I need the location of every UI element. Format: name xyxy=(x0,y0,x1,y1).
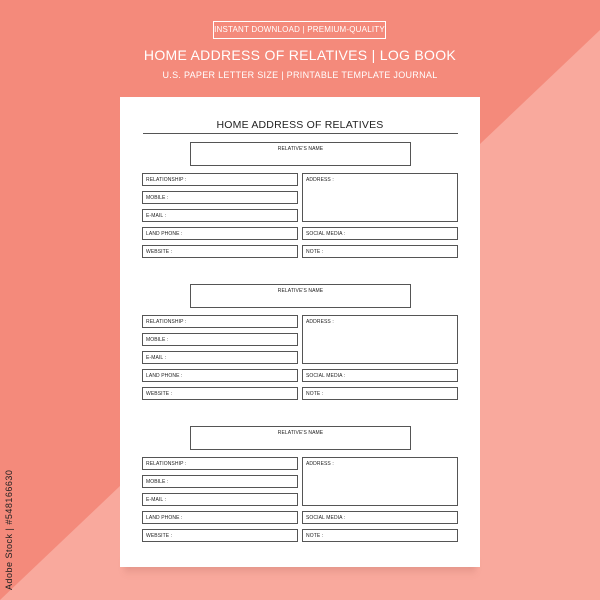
land-phone-label: LAND PHONE : xyxy=(146,373,183,379)
page-title: HOME ADDRESS OF RELATIVES xyxy=(216,119,384,131)
social-media-field[interactable] xyxy=(302,511,458,524)
mobile-label: MOBILE : xyxy=(146,195,169,201)
note-field[interactable] xyxy=(302,387,458,400)
product-subtitle: U.S. PAPER LETTER SIZE | PRINTABLE TEMPLATE JOURNAL xyxy=(162,70,438,80)
address-label: ADDRESS : xyxy=(306,177,334,183)
note-label: NOTE : xyxy=(306,391,324,397)
address-field[interactable] xyxy=(302,457,458,506)
relationship-label: RELATIONSHIP : xyxy=(146,319,187,325)
website-field[interactable] xyxy=(142,387,298,400)
note-field[interactable] xyxy=(302,245,458,258)
social-media-field[interactable] xyxy=(302,369,458,382)
relationship-field[interactable] xyxy=(142,457,298,470)
note-label: NOTE : xyxy=(306,533,324,539)
email-label: E-MAIL : xyxy=(146,213,167,219)
email-label: E-MAIL : xyxy=(146,497,167,503)
social-media-label: SOCIAL MEDIA : xyxy=(306,515,346,521)
email-field[interactable] xyxy=(142,351,298,364)
land-phone-field[interactable] xyxy=(142,511,298,524)
instant-download-badge: INSTANT DOWNLOAD | PREMIUM-QUALITY xyxy=(213,21,386,39)
mobile-label: MOBILE : xyxy=(146,479,169,485)
land-phone-field[interactable] xyxy=(142,227,298,240)
website-label: WEBSITE : xyxy=(146,391,173,397)
relatives-name-field[interactable] xyxy=(190,142,411,166)
stock-id-text: Adobe Stock | #548166630 xyxy=(4,469,14,590)
address-label: ADDRESS : xyxy=(306,461,334,467)
relative-entry-3 xyxy=(120,426,480,546)
log-page xyxy=(120,97,480,567)
social-media-label: SOCIAL MEDIA : xyxy=(306,373,346,379)
email-field[interactable] xyxy=(142,493,298,506)
social-media-label: SOCIAL MEDIA : xyxy=(306,231,346,237)
address-field[interactable] xyxy=(302,173,458,222)
relatives-name-field[interactable] xyxy=(190,284,411,308)
note-label: NOTE : xyxy=(306,249,324,255)
website-field[interactable] xyxy=(142,245,298,258)
product-title: HOME ADDRESS OF RELATIVES | LOG BOOK xyxy=(143,47,457,63)
relatives-name-label: RELATIVE'S NAME xyxy=(277,146,324,152)
relationship-field[interactable] xyxy=(142,315,298,328)
title-rule xyxy=(143,133,458,134)
address-field[interactable] xyxy=(302,315,458,364)
land-phone-label: LAND PHONE : xyxy=(146,515,183,521)
relatives-name-label: RELATIVE'S NAME xyxy=(277,430,324,436)
relationship-field[interactable] xyxy=(142,173,298,186)
mobile-field[interactable] xyxy=(142,191,298,204)
relationship-label: RELATIONSHIP : xyxy=(146,461,187,467)
mobile-label: MOBILE : xyxy=(146,337,169,343)
website-label: WEBSITE : xyxy=(146,533,173,539)
relatives-name-label: RELATIVE'S NAME xyxy=(277,288,324,294)
website-label: WEBSITE : xyxy=(146,249,173,255)
land-phone-label: LAND PHONE : xyxy=(146,231,183,237)
land-phone-field[interactable] xyxy=(142,369,298,382)
relative-entry-1 xyxy=(120,142,480,262)
mobile-field[interactable] xyxy=(142,475,298,488)
email-field[interactable] xyxy=(142,209,298,222)
address-label: ADDRESS : xyxy=(306,319,334,325)
email-label: E-MAIL : xyxy=(146,355,167,361)
relationship-label: RELATIONSHIP : xyxy=(146,177,187,183)
relative-entry-2 xyxy=(120,284,480,404)
website-field[interactable] xyxy=(142,529,298,542)
note-field[interactable] xyxy=(302,529,458,542)
mobile-field[interactable] xyxy=(142,333,298,346)
relatives-name-field[interactable] xyxy=(190,426,411,450)
social-media-field[interactable] xyxy=(302,227,458,240)
